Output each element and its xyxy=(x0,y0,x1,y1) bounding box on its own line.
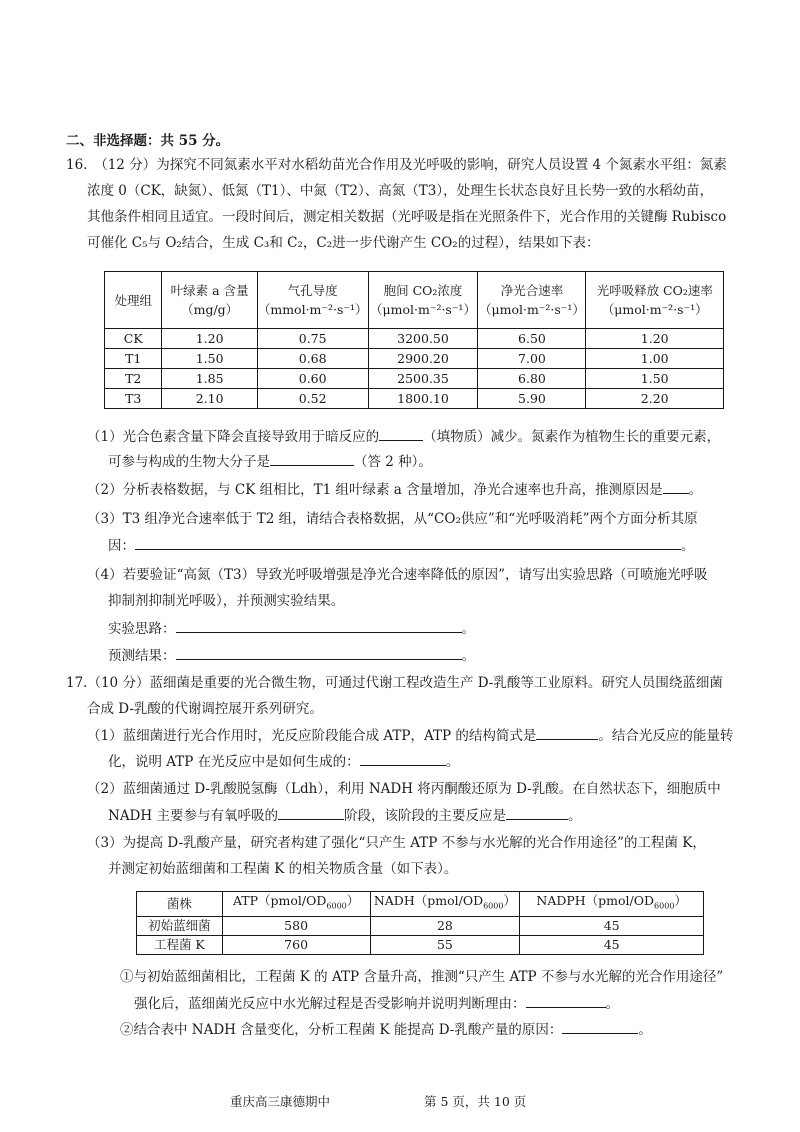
nitrogen-data-table xyxy=(104,271,724,409)
table-cell: 2500.35 xyxy=(368,369,478,389)
q16-sub4-result: 预测结果： 。 xyxy=(108,645,475,666)
table-cell: T3 xyxy=(105,389,162,409)
table-cell: 55 xyxy=(370,935,520,954)
q17-sub3-line-2: 并测定初始蓝细菌和工程菌 K 的相关物质含量（如下表）。 xyxy=(108,861,458,877)
table-row xyxy=(105,389,724,409)
q17-sub1-line-1: （1）蓝细菌进行光合作用时，光反应阶段能合成 ATP，ATP 的结构简式是 。结合光反应的能量转 xyxy=(87,725,733,746)
q17-sub2-line-2: NADH 主要参与有氧呼吸的 阶段，该阶段的主要反应是 。 xyxy=(108,805,581,826)
table-cell: T1 xyxy=(105,349,162,369)
header-intercellular-co2: 胞间 CO₂浓度 （μmol·m⁻²·s⁻¹） xyxy=(368,272,478,329)
table-cell: 6.80 xyxy=(478,369,586,389)
q17-intro-line-1: 17.（10 分）蓝细菌是重要的光合微生物，可通过代谢工程改造生产 D-乳酸等工业原料。研究人员围绕蓝细菌 xyxy=(66,675,723,691)
table-cell: 7.00 xyxy=(478,349,586,369)
header-nadh: $NADH(pmol/OD_{6000})$ xyxy=(370,892,520,917)
table-cell: 1.50 xyxy=(586,369,724,389)
table-cell: 45 xyxy=(520,916,704,935)
q16-sub3-line-2: 因： 。 xyxy=(108,535,695,556)
table-header-row xyxy=(137,892,704,917)
header-atp: $ATP(pmol/OD_{6000})$ xyxy=(222,892,370,917)
q16-sub4-line-2: 抑制剂抑制光呼吸），并预测实验结果。 xyxy=(108,593,345,609)
table-cell: 2.10 xyxy=(162,389,257,409)
table-cell: T2 xyxy=(105,369,162,389)
q17-sub3-line-1: （3）为提高 D-乳酸产量，研究者构建了强化“只产生 ATP 不参与水光解的光合作用途径”的工程菌 K， xyxy=(87,835,706,851)
q17-sub2-line-1: （2）蓝细菌通过 D-乳酸脱氢酶（Ldh），利用 NADH 将丙酮酸还原为 D-乳酸。在自然状态下，细胞质中 xyxy=(87,781,721,797)
table-row xyxy=(105,369,724,389)
table-cell: 1.00 xyxy=(586,349,724,369)
q17-c1-line-1: ①与初始蓝细菌相比，工程菌 K 的 ATP 含量升高，推测“只产生 ATP 不参与水光解的光合作用途径” xyxy=(120,969,724,985)
q16-sub4-idea: 实验思路： 。 xyxy=(108,618,475,639)
table-cell: 2900.20 xyxy=(368,349,478,369)
table-cell: 0.60 xyxy=(257,369,368,389)
header-stomatal-conductance: 气孔导度 （mmol·m⁻²·s⁻¹） xyxy=(257,272,368,329)
table-cell: 1.20 xyxy=(586,329,724,349)
table-cell: 28 xyxy=(370,916,520,935)
table-cell: 1.20 xyxy=(162,329,257,349)
table-cell: CK xyxy=(105,329,162,349)
table-cell: 1.85 xyxy=(162,369,257,389)
header-net-photosynthesis: 净光合速率 （μmol·m⁻²·s⁻¹） xyxy=(478,272,586,329)
table-row xyxy=(105,329,724,349)
table-row xyxy=(137,935,704,954)
q17-c1-line-2: 强化后，蓝细菌光反应中水光解过程是否受影响并说明判断理由： 。 xyxy=(134,993,619,1014)
table-row xyxy=(105,349,724,369)
q16-intro-line-1: 16. （12 分）为探究不同氮素水平对水稻幼苗光合作用及光呼吸的影响，研究人员设置 4 个氮素水平组：氮素 xyxy=(66,157,727,173)
table-cell: 1800.10 xyxy=(368,389,478,409)
table-row xyxy=(137,916,704,935)
strain-data-table xyxy=(136,891,704,955)
answer-blank[interactable] xyxy=(536,725,598,740)
answer-blank[interactable] xyxy=(526,993,606,1008)
q16-intro-line-2: 浓度 0（CK，缺氮）、低氮（T1）、中氮（T2）、高氮（T3），处理生长状态良好且长势一致的水稻幼苗， xyxy=(87,183,714,199)
table-cell: 0.52 xyxy=(257,389,368,409)
table-cell: 5.90 xyxy=(478,389,586,409)
table-cell: 1.50 xyxy=(162,349,257,369)
table-cell: 3200.50 xyxy=(368,329,478,349)
q17-c2-line: ②结合表中 NADH 含量变化，分析工程菌 K 能提高 D-乳酸产量的原因： 。 xyxy=(120,1019,652,1040)
table-cell: 工程菌 K xyxy=(137,935,223,954)
q16-sub1-line-1: （1）光合色素含量下降会直接导致用于暗反应的 （填物质）减少。氮素作为植物生长的重要元素， xyxy=(87,426,720,447)
q16-sub4-line-1: （4）若要验证“高氮（T3）导致光呼吸增强是净光合速率降低的原因”，请写出实验思路（可喷施光呼吸 xyxy=(87,567,708,583)
q16-sub3-line-1: （3）T3 组净光合速率低于 T2 组，请结合表格数据，从“CO₂供应”和“光呼吸消耗”两个方面分析其原 xyxy=(87,511,698,527)
q16-intro-line-3: 其他条件相同且适宜。一段时间后，测定相关数据（光呼吸是指在光照条件下，光合作用的关键酶 Rubisco xyxy=(87,209,727,225)
table-cell: 580 xyxy=(222,916,370,935)
table-header-row xyxy=(105,272,724,329)
q17-intro-line-2: 合成 D-乳酸的代谢调控展开系列研究。 xyxy=(87,701,323,717)
answer-blank[interactable] xyxy=(176,645,462,660)
footer-page-number: 第 5 页，共 10 页 xyxy=(424,1094,527,1109)
footer-exam-name: 重庆高三康德期中 xyxy=(230,1094,331,1109)
table-cell: 初始蓝细菌 xyxy=(137,916,223,935)
answer-blank[interactable] xyxy=(663,479,689,494)
answer-blank[interactable] xyxy=(379,426,423,441)
section-title: 二、非选择题：共 55 分。 xyxy=(66,133,230,149)
q17-sub1-line-2: 化，说明 ATP 在光反应中是如何生成的： 。 xyxy=(108,751,459,772)
answer-blank[interactable] xyxy=(562,1019,638,1034)
answer-blank[interactable] xyxy=(278,805,344,820)
header-strain: 菌株 xyxy=(137,892,223,917)
answer-blank[interactable] xyxy=(506,805,568,820)
answer-blank[interactable] xyxy=(135,535,681,550)
header-group: 处理组 xyxy=(105,272,162,329)
table-cell: 760 xyxy=(222,935,370,954)
q16-sub1-line-2: 可参与构成的生物大分子是 （答 2 种）。 xyxy=(108,451,432,472)
q16-intro-line-4: 可催化 C₅与 O₂结合，生成 C₃和 C₂，C₂进一步代谢产生 CO₂的过程），结果如下表： xyxy=(87,235,600,251)
table-cell: 6.50 xyxy=(478,329,586,349)
header-chlorophyll: 叶绿素 a 含量 （mg/g） xyxy=(162,272,257,329)
answer-blank[interactable] xyxy=(360,751,446,766)
answer-blank[interactable] xyxy=(176,618,462,633)
table-cell: 2.20 xyxy=(586,389,724,409)
table-cell: 0.75 xyxy=(257,329,368,349)
header-nadph: $NADPH(pmol/OD_{6000})$ xyxy=(520,892,704,917)
q16-sub2-line: （2）分析表格数据，与 CK 组相比，T1 组叶绿素 a 含量增加，净光合速率也升高，推测原因是 。 xyxy=(87,479,702,500)
header-photorespiration: 光呼吸释放 CO₂速率 （μmol·m⁻²·s⁻¹） xyxy=(586,272,724,329)
answer-blank[interactable] xyxy=(270,451,354,466)
table-cell: 0.68 xyxy=(257,349,368,369)
table-cell: 45 xyxy=(520,935,704,954)
